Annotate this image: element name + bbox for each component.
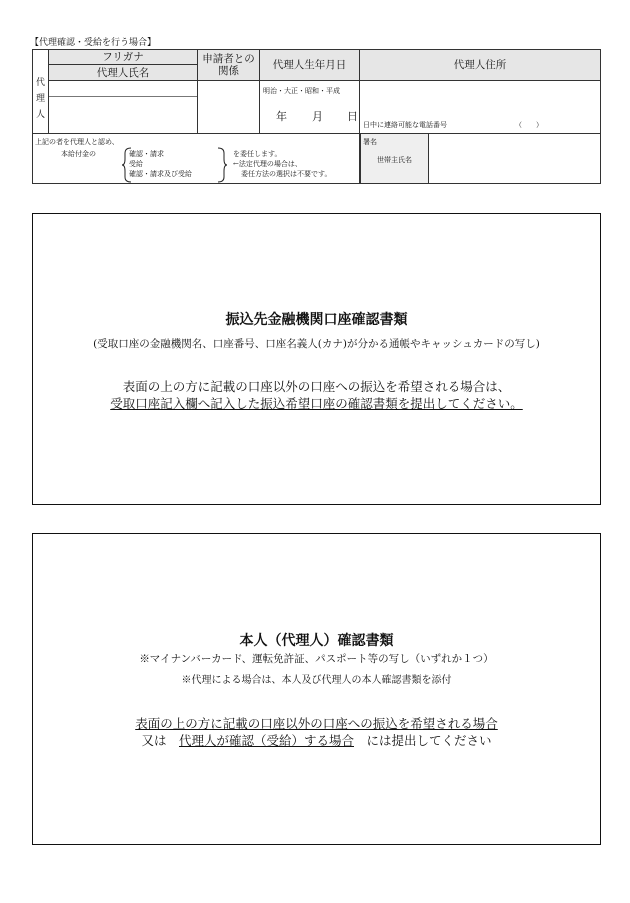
right-brace-icon bbox=[216, 147, 228, 183]
identity-docs-box bbox=[32, 533, 601, 845]
name-header: 代理人氏名 bbox=[49, 65, 198, 81]
birthdate-input[interactable] bbox=[260, 81, 360, 134]
bank-docs-subtitle: (受取口座の金融機関名、口座番号、口座名義人(カナ)が分かる通帳やキャッシュカードの写し) bbox=[93, 338, 540, 350]
birthdate-header: 代理人生年月日 bbox=[260, 50, 360, 81]
era-options: 明治・大正・昭和・平成 bbox=[263, 87, 340, 95]
identity-docs-line3: 表面の上の方に記載の口座以外の口座への振込を希望される場合 bbox=[135, 716, 498, 731]
authorization-line1: 上記の者を代理人と認め、 bbox=[35, 138, 119, 146]
identity-docs-line2: ※代理による場合は、本人及び代理人の本人確認書類を添付 bbox=[181, 675, 452, 686]
day-unit: 日 bbox=[347, 110, 358, 123]
representative-side-label: 代 理 人 bbox=[33, 50, 49, 134]
signature-cell[interactable] bbox=[360, 134, 601, 184]
section-label: 【代理確認・受給を行う場合】 bbox=[30, 38, 157, 48]
option-receive[interactable]: 受給 bbox=[129, 160, 143, 168]
name-input[interactable] bbox=[49, 97, 197, 133]
identity-docs-line1: ※マイナンバーカード、運転免許証、パスポート等の写し（いずれか１つ） bbox=[139, 653, 494, 665]
bank-account-docs-box bbox=[32, 213, 601, 505]
authorization-prefix: 本給付金の bbox=[61, 150, 96, 158]
option-confirm-request[interactable]: 確認・請求 bbox=[129, 150, 164, 158]
identity-docs-title: 本人（代理人）確認書類 bbox=[239, 633, 394, 649]
identity-docs-line4: 又は 代理人が確認（受給）する場合 には提出してください bbox=[141, 733, 492, 748]
phone-parens: （ ） bbox=[515, 121, 543, 129]
month-unit: 月 bbox=[312, 110, 323, 123]
year-unit: 年 bbox=[276, 110, 287, 123]
bank-docs-title: 振込先金融機関口座確認書類 bbox=[225, 312, 408, 328]
furigana-input[interactable] bbox=[49, 81, 197, 97]
legal-rep-note2: 委任方法の選択は不要です。 bbox=[241, 170, 332, 178]
representative-table bbox=[32, 49, 601, 184]
bank-docs-line1: 表面の上の方に記載の口座以外の口座への振込を希望される場合は、 bbox=[122, 379, 511, 394]
relation-header: 申請者との 関係 bbox=[198, 50, 260, 81]
relation-input[interactable] bbox=[198, 81, 260, 134]
delegate-text: を委任します。 bbox=[233, 150, 282, 158]
furigana-header: フリガナ bbox=[49, 50, 198, 65]
option-confirm-request-receive[interactable]: 確認・請求及び受給 bbox=[129, 170, 192, 178]
bank-docs-line2: 受取口座記入欄へ記入した振込希望口座の確認書類を提出してください。 bbox=[110, 396, 523, 411]
legal-rep-note1: ←法定代理の場合は、 bbox=[233, 160, 302, 168]
address-header: 代理人住所 bbox=[360, 50, 601, 81]
household-label-cell: 世帯主氏名 bbox=[360, 134, 429, 183]
address-input[interactable] bbox=[360, 81, 601, 134]
phone-label: 日中に連絡可能な電話番号 bbox=[363, 121, 447, 129]
signature-label: 署名 bbox=[363, 138, 377, 146]
